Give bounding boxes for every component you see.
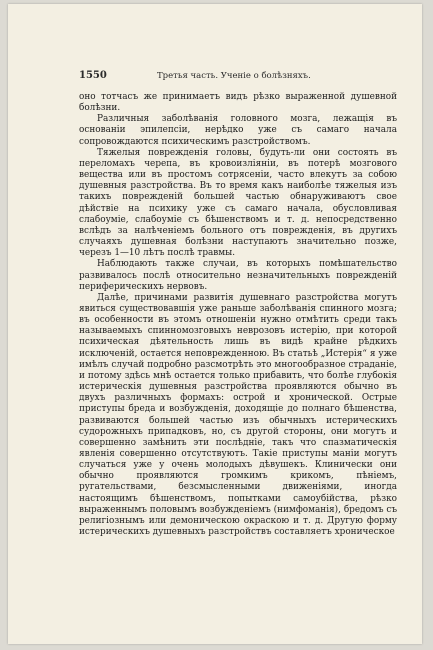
page-header bbox=[79, 70, 379, 81]
paragraph: Далѣе, причинами развитія душевнаго разстройства могутъ явиться существовавшія уже раньше заболѣванія спинного мозга; въ особенности въ этомъ отношеніи нужно отмѣтить среди такъ называемыхъ спинномозговыхъ неврозовъ истерію, при которой психическая дѣятельность лишь въ видѣ крайне рѣдкихъ исключеній, остается неповрежденною. Въ статьѣ „Истерія“ я уже имѣлъ случай подробно разсмотрѣть это многообразное страданіе, и потому здѣсь мнѣ остается только прибавить, что болѣе глубокія истерическія душевныя разстройства проявляются обычно въ двухъ различныхъ формахъ: острой и хронической. Острые приступы бреда и возбужденія, доходящіе до полнаго бѣшенства, развиваются большей частью изъ обычныхъ истерическихъ судорожныхъ припадковъ, но, съ другой стороны, они могутъ и совершенно замѣнить эти послѣдніе, такъ что спазматическія явленія совершенно отсутствуютъ. Такіе приступы маніи могутъ случаться уже у очень молодыхъ дѣвушекъ. Клинически они обычно проявляются громкимъ крикомъ, пѣніемъ, ругательствами, безсмысленными движеніями, иногда настоящимъ бѣшенствомъ, попытками самоубійства, рѣзко выраженнымъ половымъ возбужденіемъ (нимфоманія), бредомъ съ религіознымъ или демоническою окраскою и т. д. Другую форму истерическихъ душевныхъ разстройствъ составляетъ хроническое bbox=[79, 292, 397, 538]
page-number: 1550 bbox=[79, 70, 107, 81]
running-title: Третья часть. Ученіе о болѣзняхъ. bbox=[157, 71, 311, 81]
paragraph: оно тотчасъ же принимаетъ видъ рѣзко выраженной душевной болѣзни. bbox=[79, 92, 397, 114]
paragraph: Наблюдають также случаи, въ которыхъ помѣшательство развивалось послѣ относительно незначительныхъ поврежденій периферическихъ нервовъ. bbox=[79, 259, 397, 292]
body-text bbox=[79, 92, 397, 538]
paragraph: Тяжелыя поврежденія головы, будуть-ли они состоять въ переломахъ черепа, въ кровоизліяніи, въ потерѣ мозгового вещества или въ простомъ сотрясеніи, часто влекутъ за собою душевныя разстройства. Въ то время какъ наиболѣе тяжелыя изъ такихъ поврежденій большей частью обнаруживаютъ свое дѣйствіе на психику уже съ самаго начала, обусловливая слабоумiе, слабоумiе съ бѣшенствомъ и т. д. непосредственно вслѣдъ за налѣченіемъ больного отъ поврежденія, въ другихъ случаяхъ душевная болѣзни наступаютъ значительно позже, черезъ 1—10 лѣтъ послѣ травмы. bbox=[79, 147, 397, 259]
paragraph: Различныя заболѣванія головного мозга, лежащія въ основаніи эпилепсіи, нерѣдко уже съ самаго начала сопровождаются психическимъ разстройствомъ. bbox=[79, 114, 397, 147]
book-page bbox=[8, 4, 422, 644]
